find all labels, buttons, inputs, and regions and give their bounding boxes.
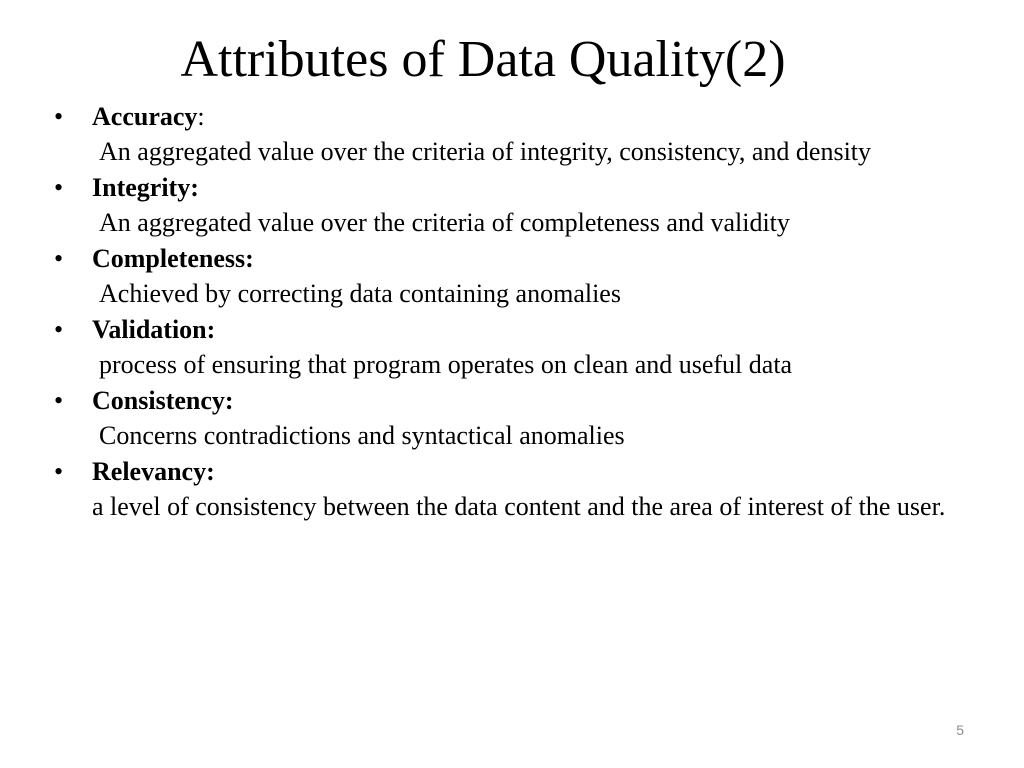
item-term-suffix: : [197,102,205,131]
bullet-icon: • [54,173,64,202]
list-item-integrity [52,171,952,238]
list-item-accuracy [52,100,952,167]
list-item-validation [52,313,952,380]
list-item-relevancy [52,455,952,522]
bullet-icon: • [54,386,64,415]
item-description: process of ensuring that program operates on clean and useful data [99,350,793,379]
item-term: Consistency: [92,386,234,415]
bullet-icon: • [54,457,64,486]
bullet-icon: • [54,102,64,131]
item-description: An aggregated value over the criteria of completeness and validity [99,208,790,237]
item-description: a level of consistency between the data content and the area of interest of the user. [92,492,946,521]
bullet-list [52,98,952,526]
item-term: Completeness: [92,244,254,273]
item-heading [52,384,952,417]
item-heading [52,313,952,346]
item-heading [52,455,952,488]
item-heading [52,171,952,204]
item-term: Validation: [92,315,216,344]
slide-title: Attributes of Data Quality(2) [180,31,786,88]
item-description: An aggregated value over the criteria of integrity, consistency, and density [99,137,872,166]
item-description: Concerns contradictions and syntactical anomalies [99,421,625,450]
item-term: Integrity: [92,173,199,202]
item-heading [52,242,952,275]
bullet-icon: • [54,315,64,344]
item-heading [52,100,952,133]
item-term: Accuracy [92,102,198,131]
slide-number: 5 [956,722,964,738]
item-description: Achieved by correcting data containing anomalies [99,279,621,308]
list-item-consistency [52,384,952,451]
bullet-icon: • [54,244,64,273]
list-item-completeness [52,242,952,309]
item-term: Relevancy: [92,457,215,486]
